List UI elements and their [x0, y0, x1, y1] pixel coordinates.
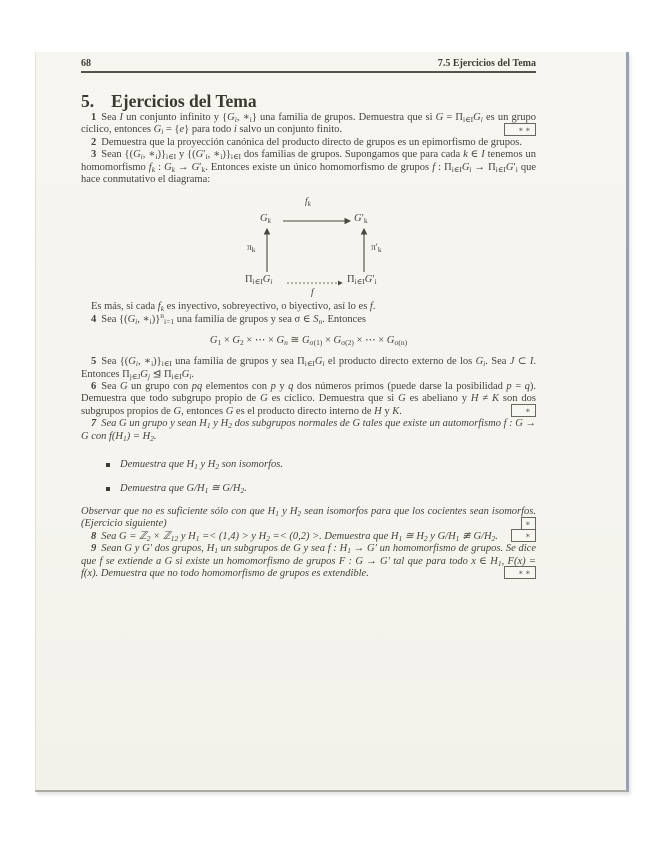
exercise-4-equation: $G_1 \times G_2$ × ⋯ × $G_n$ ≅ $G_{\sigma(1)} \times G_{\sigma(2)}$ × ⋯ × $G_{\sigma(n)}$ — [209, 335, 408, 348]
commutative-diagram — [245, 197, 397, 301]
section-title — [81, 91, 536, 112]
difficulty-marker-box: ∗∗ — [504, 566, 536, 579]
bullet-text: Demuestra que $H_1$ y $H_2$ son isomorfos. — [120, 459, 283, 472]
running-header-title: 7.5 Ejercicios del Tema — [437, 58, 536, 69]
exercise-1 — [81, 112, 536, 137]
page-number: 68 — [81, 58, 91, 69]
diagram-label-f: f — [311, 288, 314, 299]
section-title-text: Ejercicios del Tema — [111, 91, 257, 111]
section-number: 5. — [81, 91, 95, 111]
diagram-label-fk: $f_k$ — [305, 197, 311, 209]
difficulty-marker-box: ∗∗ — [504, 123, 536, 136]
exercise-8-text: Sea G = ℤ$_2$ × ℤ$_{12}$ y $H_1 =< (1,4) > y$ $H_2 =< (0,2)$ >. Demuestra que $H_1$ ≅ $H_2$ y $G/H_1$ ≇ $G/H_2$. — [101, 530, 498, 543]
after-diagram-note — [81, 301, 536, 313]
exercise-9-text: Sean G y G′ dos grupos, $H_1$ un subgrupos de G y sea f : $H_1 \to G'$ un homomorfismo de grupos. Se dice que f se extiende a G si existe un homomorfismo de grupos F : G → G′ tal que para todo x ∈ $H_1$, F(x) = f(x). Demuestra que no todo homomorfismo de grupos es extendible. — [81, 543, 537, 579]
exercise-4-number: 4 — [91, 313, 97, 325]
exercise-8-number: 8 — [91, 530, 97, 542]
difficulty-marker-box: ∗ — [511, 529, 536, 542]
exercise-7-bullet-list — [81, 459, 536, 495]
exercise-3-number: 3 — [91, 149, 97, 161]
difficulty-marker-box: ∗ — [521, 517, 536, 530]
exercise-5 — [81, 356, 536, 381]
exercise-7-note-text: Observar que no es suficiente sólo con que $H_1$ y $H_2$ sean isomorfos para que los cocientes sean isomorfos. (Ejercicio siguiente) — [81, 505, 536, 530]
exercise-2-number: 2 — [91, 136, 97, 148]
exercise-7-text: Sea G un grupo y sean $H_1$ y $H_2$ dos subgrupos normales de G tales que existe un automorfismo f : G → G con $f(H_1) = H_2$. — [81, 418, 537, 443]
diagram-node-product-g: $\Pi_{i\in I}G_i$ — [245, 274, 273, 287]
exercise-5-text: Sea {($G_i$, $∗_i)\}_{i\in I}$ una familia de grupos y sea $\Pi_{i\in I}G_i$ el producto directo externo de los $G_i$. Sea J ⊂ I. Entonces $\Pi_{j\in J}G_j$ ⊴ $\Pi_{i\in I}G_i$. — [81, 356, 536, 381]
exercise-4-text: Sea {($G_i$, $∗_i)\}^n_{i=1}$ una familia de grupos y sea σ ∈ $S_n$. Entonces — [101, 310, 366, 326]
running-header — [81, 52, 536, 73]
exercise-6-number: 6 — [91, 381, 97, 393]
diagram-node-product-g-prime: $\Pi_{i\in I}G'_i$ — [347, 274, 377, 287]
exercise-9-number: 9 — [91, 543, 97, 555]
diagram-node-gk: $G_k$ — [260, 213, 271, 226]
bullet-text: Demuestra que $G/H_1$ ≅ $G/H_2$. — [120, 482, 247, 495]
exercise-7-note — [81, 506, 536, 531]
exercise-3 — [81, 149, 536, 186]
scanned-page — [35, 52, 629, 792]
text-column — [81, 52, 536, 580]
exercise-2-text: Demuestra que la proyección canónica del producto directo de grupos es un epimorfismo de grupos. — [101, 136, 522, 148]
diagram-label-pik-prime: $\pi'_k$ — [371, 243, 382, 255]
exercise-1-text: Sea I un conjunto infinito y {$G_i$, $∗_i$} una familia de grupos. Demuestra que si $G = \Pi_{i\in I}G_i$ es un grupo cíclico, entonces $G_i = \{e\}$ para todo i salvo un conjunto finito. — [81, 112, 536, 137]
square-bullet-icon — [106, 463, 110, 467]
exercise-2 — [81, 137, 536, 149]
list-item — [106, 483, 536, 495]
exercise-4 — [81, 310, 536, 326]
list-item — [106, 459, 536, 471]
exercise-9 — [81, 543, 536, 580]
diagram-node-gk-prime: $G'_k$ — [354, 213, 368, 226]
exercise-7-number: 7 — [91, 418, 97, 430]
exercise-8 — [81, 531, 536, 543]
exercise-1-number: 1 — [91, 112, 97, 123]
exercise-3-text: Sean {($G_i$, $∗_i)\}_{i\in I}$ y {($G'_i$, $∗_i)\}_{i\in I}$ dos familias de grupos. Supongamos que para cada k ∈ I tenemos un homomorfismo $f_k$ : $G_k \to G'_k$. Entonces existe un único homomorfismo de grupos f : $\Pi_{i\in I}G_i \to \Pi_{i\in I}G'_i$ que hace conmutativo el diagrama: — [81, 149, 536, 186]
exercise-7 — [81, 418, 536, 443]
exercise-6 — [81, 381, 536, 418]
exercise-6-text: Sea G un grupo con pq elementos con p y q dos números primos (puede darse la posibilidad p = q). Demuestra que todo subgrupo propio de G es cíclico. Demuestra que si G es abeliano y H ≠ K son dos subgrupos propios de G, entonces G es el producto directo interno de H y K. — [81, 381, 537, 417]
after-diagram-note-text: Es más, si cada $f_k$ es inyectivo, sobreyectivo, o biyectivo, así lo es f. — [91, 301, 376, 314]
difficulty-marker-box: ∗ — [511, 404, 536, 417]
square-bullet-icon — [106, 487, 110, 491]
exercise-5-number: 5 — [91, 356, 97, 368]
diagram-label-pik: $\pi_k$ — [247, 243, 256, 255]
